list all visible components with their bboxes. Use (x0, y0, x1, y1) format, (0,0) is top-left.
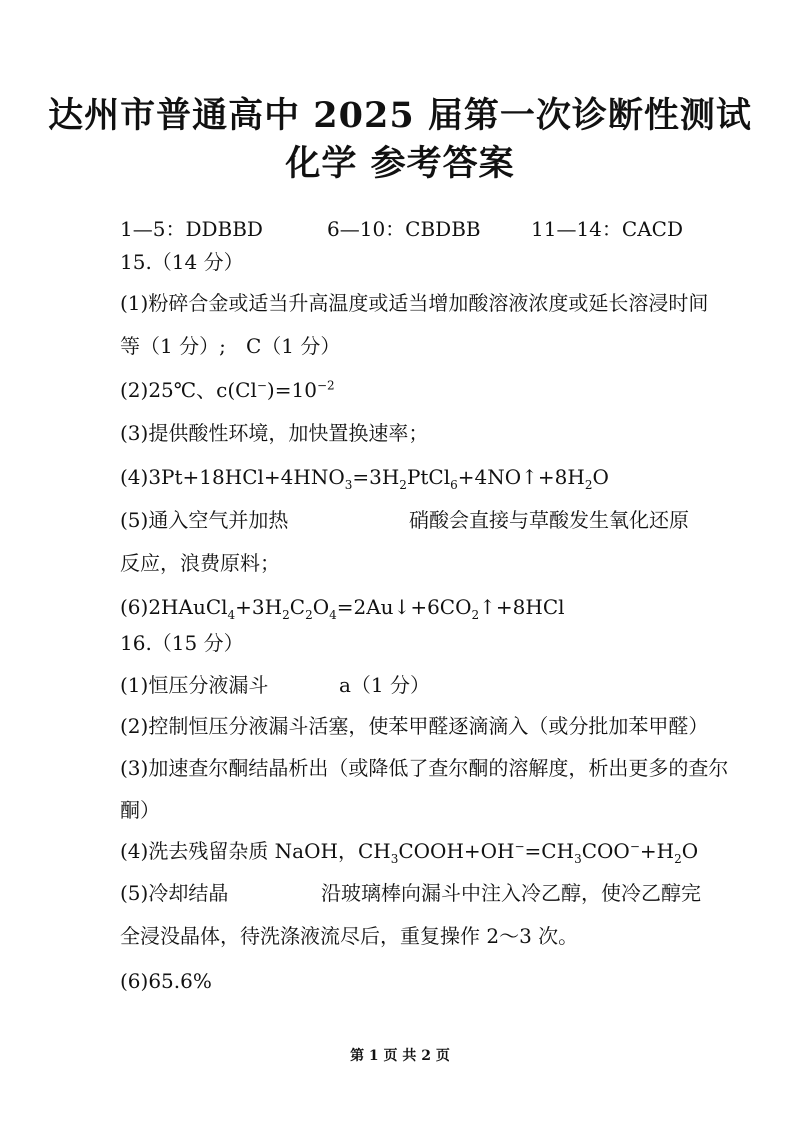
q16-part4-equation: (4)洗去残留杂质 NaOH，$CH_3COOH+OH^-=CH_3COO^-+H_2O$ (120, 839, 699, 866)
q15-part5-b: 硝酸会直接与草酸发生氧化还原 (409, 508, 689, 532)
q16-header: 16.（15 分） (120, 631, 244, 655)
q16-part2: (2)控制恒压分液漏斗活塞，使苯甲醛逐滴滴入（或分批加苯甲醛） (120, 714, 709, 738)
document-subtitle: 化学 参考答案 (285, 143, 515, 184)
q16-part1-b: a（1 分） (339, 673, 431, 697)
mcq-answers-1-5: 1—5：DDBBD (120, 217, 263, 241)
q16-part5-line2: 全浸没晶体，待洗涤液流尽后，重复操作 2～3 次。 (120, 924, 579, 948)
q16-part6: (6)65.6% (120, 969, 212, 993)
q15-part1-line2b: C（1 分） (246, 334, 341, 358)
document-title: 达州市普通高中 2025 届第一次诊断性测试 (48, 95, 752, 136)
q15-part6-equation: $(6)2HAuCl_4+3H_2C_2O_4=2Au↓+6CO_2↑+8HCl$ (120, 595, 565, 622)
q15-part5-a: (5)通入空气并加热 (120, 508, 289, 532)
q15-part3: (3)提供酸性环境，加快置换速率； (120, 421, 429, 445)
mcq-answers-11-14: 11—14：CACD (531, 217, 683, 241)
q15-header: 15.（14 分） (120, 250, 244, 274)
q15-part4-equation: $(4)3Pt+18HCl+4HNO_3=3H_2PtCl_6+4NO↑+8H_2O$ (120, 465, 609, 492)
q15-part5-line2: 反应，浪费原料； (120, 551, 280, 575)
q16-part3-line1: (3)加速查尔酮结晶析出（或降低了查尔酮的溶解度，析出更多的查尔 (120, 756, 729, 780)
q16-part5-b: 沿玻璃棒向漏斗中注入冷乙醇，使冷乙醇完 (321, 881, 701, 905)
page-footer: 第 1 页 共 2 页 (350, 1048, 450, 1064)
q16-part3-line2: 酮） (120, 798, 160, 822)
q16-part1-a: (1)恒压分液漏斗 (120, 673, 269, 697)
q15-part2: (2)25℃、$c(Cl^-)=10^{-2}$ (120, 378, 335, 402)
q16-part5-a: (5)冷却结晶 (120, 881, 229, 905)
mcq-answers-6-10: 6—10：CBDBB (327, 217, 481, 241)
q15-part1-line1: (1)粉碎合金或适当升高温度或适当增加酸溶液浓度或延长溶浸时间 (120, 291, 709, 315)
q15-part1-line2a: 等（1 分）; (120, 334, 226, 358)
